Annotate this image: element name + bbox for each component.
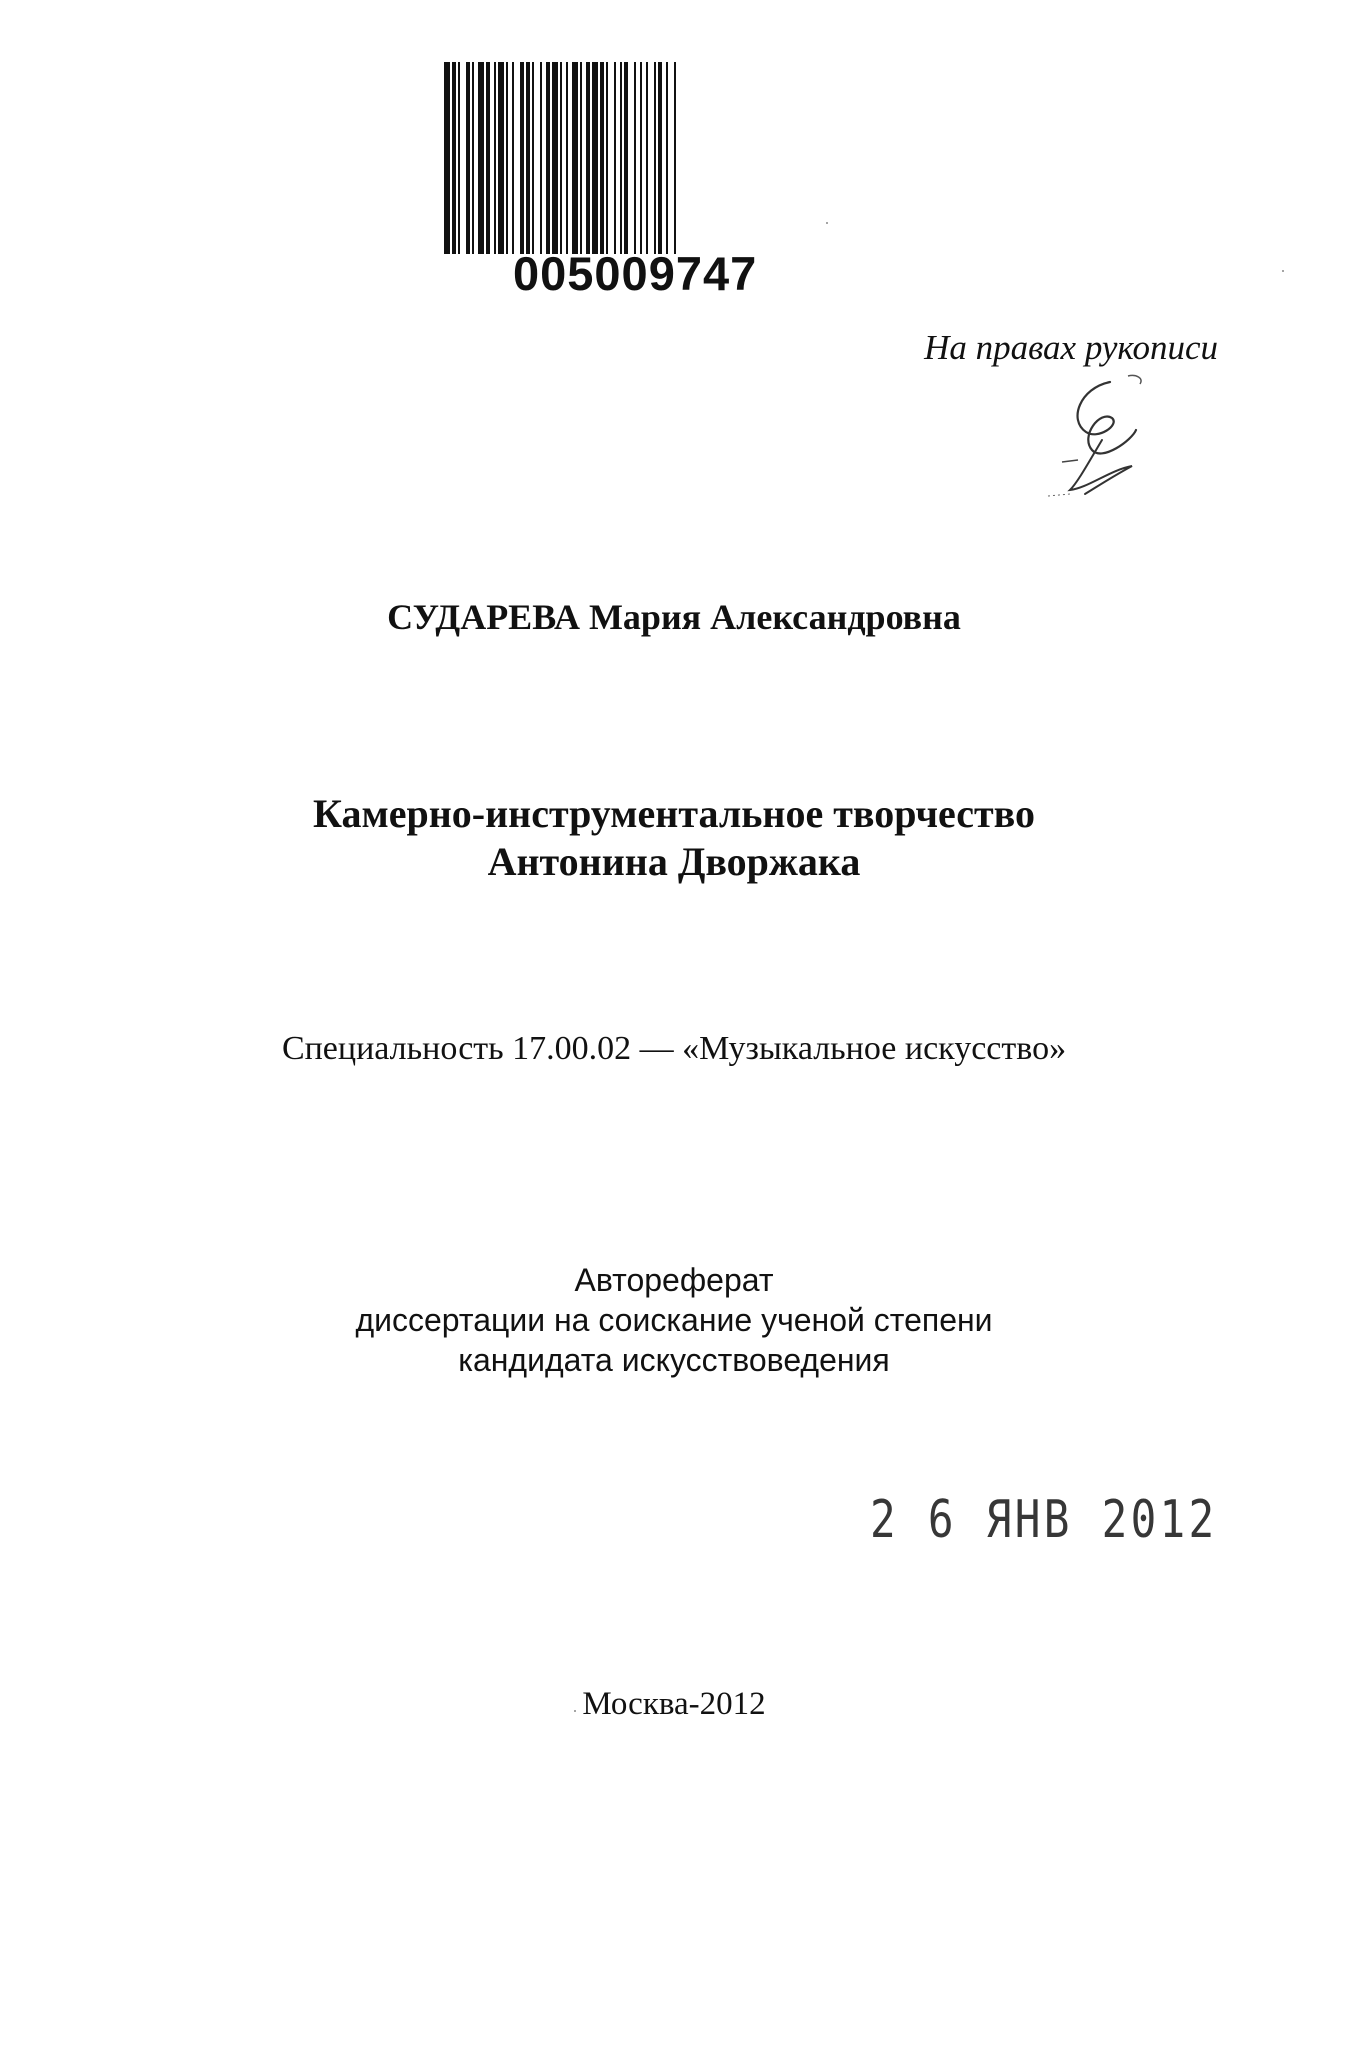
place-year: Москва-2012 bbox=[582, 1686, 766, 1722]
scan-speck bbox=[574, 1710, 576, 1712]
specialty: Специальность 17.00.02 — «Музыкальное искусство» bbox=[281, 1030, 1067, 1067]
barcode-number: 005009747 bbox=[513, 247, 758, 300]
barcode bbox=[440, 62, 790, 254]
signature-icon bbox=[1040, 370, 1160, 500]
abstract-line-1: Автореферат bbox=[574, 1262, 774, 1298]
title-line-1: Камерно-инструментальное творчество bbox=[313, 791, 1035, 836]
abstract-line-3: кандидата искусствоведения bbox=[458, 1342, 890, 1378]
date-stamp: 2 6 ЯНВ 2012 bbox=[870, 1490, 1218, 1550]
scan-speck bbox=[1282, 270, 1284, 272]
scan-speck bbox=[826, 222, 828, 224]
author-name: СУДАРЕВА Мария Александровна bbox=[387, 597, 961, 637]
rights-note: На правах рукописи bbox=[924, 328, 1218, 367]
abstract-line-2: диссертации на соискание ученой степени bbox=[355, 1302, 993, 1338]
title-line-2: Антонина Дворжака bbox=[487, 839, 861, 884]
barcode-bars-icon bbox=[440, 62, 790, 254]
abstract-description bbox=[0, 1260, 1348, 1380]
dissertation-title bbox=[0, 790, 1348, 886]
